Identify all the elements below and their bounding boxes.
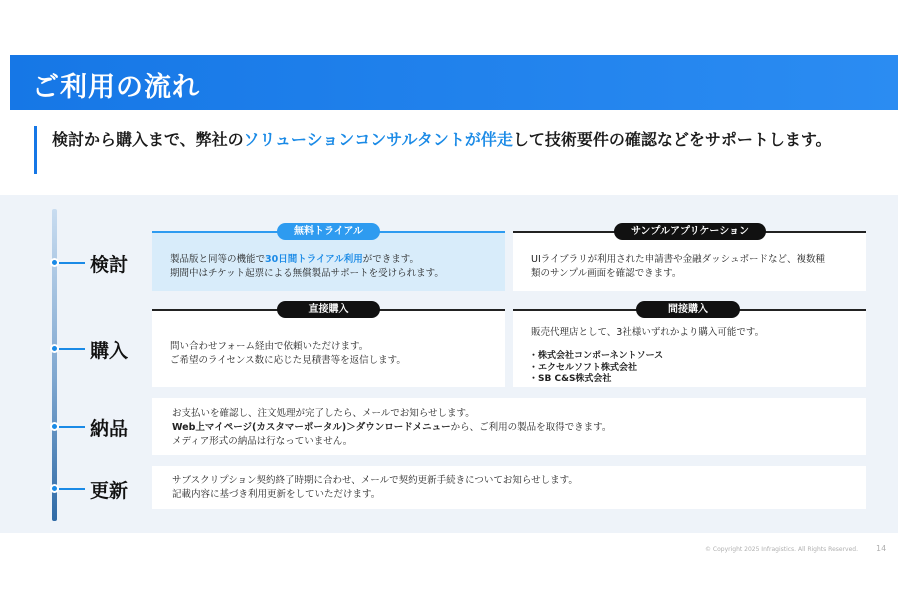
trial-text-highlight: 30日間トライアル利用 xyxy=(265,254,363,265)
timeline-node-consider xyxy=(50,258,59,267)
reseller-item: ・ 株式会社コンポーネントソース xyxy=(529,351,663,363)
page-title: ご利用の流れ xyxy=(32,72,200,103)
lead-text-highlight: ソリューションコンサルタントが伴走 xyxy=(243,130,513,149)
card-direct-purchase xyxy=(152,309,505,387)
pill-direct-purchase: 直接購入 xyxy=(277,301,380,318)
timeline-connector-delivery xyxy=(59,426,85,428)
stage-label-purchase: 購入 xyxy=(90,340,129,362)
timeline-node-renewal xyxy=(50,484,59,493)
reseller-item: ・ SB C&S株式会社 xyxy=(529,374,663,386)
lead-text xyxy=(52,128,852,152)
card-sample-app xyxy=(513,231,866,291)
card-indirect-purchase-line1: 販売代理店として、3社様いずれかより購入可能です。 xyxy=(531,327,765,338)
card-renewal xyxy=(152,466,866,509)
card-delivery-line3: メディア形式の納品は行なっていません。 xyxy=(172,436,353,447)
timeline-connector-renewal xyxy=(59,488,85,490)
card-free-trial-line1 xyxy=(170,253,500,267)
card-delivery-line2 xyxy=(172,421,862,435)
timeline-node-purchase xyxy=(50,344,59,353)
card-direct-purchase-line2: ご希望のライセンス数に応じた見積書等を返信します。 xyxy=(170,355,406,366)
lead-accent-bar xyxy=(34,126,37,174)
card-free-trial xyxy=(152,231,505,291)
title-bar xyxy=(10,55,898,110)
footer-copyright: © Copyright 2025 Infragistics. All Rights Reserved. xyxy=(705,546,859,553)
card-indirect-purchase xyxy=(513,309,866,387)
lead-text-after: して技術要件の確認などをサポートします。 xyxy=(512,130,832,149)
pill-sample-app: サンプルアプリケーション xyxy=(614,223,766,240)
card-renewal-text xyxy=(172,474,862,502)
card-renewal-line2: 記載内容に基づき利用更新をしていただけます。 xyxy=(172,489,381,500)
timeline-connector-purchase xyxy=(59,348,85,350)
pill-indirect-purchase: 間接購入 xyxy=(636,301,740,318)
timeline-node-delivery xyxy=(50,422,59,431)
card-delivery-line1: お支払いを確認し、注文処理が完了したら、メールでお知らせします。 xyxy=(172,408,475,419)
delivery-portal-path: Web上マイページ(カスタマーポータル)＞ダウンロードメニュー xyxy=(172,422,451,433)
timeline-bar xyxy=(52,209,57,521)
page-number: 14 xyxy=(876,544,887,553)
card-sample-app-line2: 類のサンプル画面を確認できます。 xyxy=(531,268,682,279)
reseller-list xyxy=(529,351,663,386)
stage-label-renewal: 更新 xyxy=(90,480,129,502)
card-delivery-text xyxy=(172,407,862,449)
lead-text-before: 検討から購入まで、弊社の xyxy=(52,130,244,149)
stage-label-consider: 検討 xyxy=(90,254,129,276)
trial-text-a: 製品版と同等の機能で xyxy=(170,254,266,265)
stage-label-delivery: 納品 xyxy=(90,418,129,440)
trial-text-b: ができます。 xyxy=(362,254,420,265)
card-free-trial-text xyxy=(170,253,500,281)
reseller-item: ・ エクセルソフト株式会社 xyxy=(529,363,663,375)
timeline-connector-consider xyxy=(59,262,85,264)
card-renewal-line1: サブスクリプション契約終了時期に合わせ、メールで契約更新手続きについてお知らせします。 xyxy=(172,475,578,486)
delivery-line2-rest: から、ご利用の製品を取得できます。 xyxy=(450,422,612,433)
card-delivery xyxy=(152,398,866,455)
card-direct-purchase-line1: 問い合わせフォーム経由で依頼いただけます。 xyxy=(170,341,369,352)
card-sample-app-text xyxy=(531,253,861,281)
card-free-trial-line2: 期間中はチケット起票による無償製品サポートを受けられます。 xyxy=(170,268,444,279)
pill-free-trial: 無料トライアル xyxy=(277,223,380,240)
card-direct-purchase-text xyxy=(170,340,500,368)
card-sample-app-line1: UIライブラリが利用された申請書や金融ダッシュボードなど、複数種 xyxy=(531,254,825,265)
